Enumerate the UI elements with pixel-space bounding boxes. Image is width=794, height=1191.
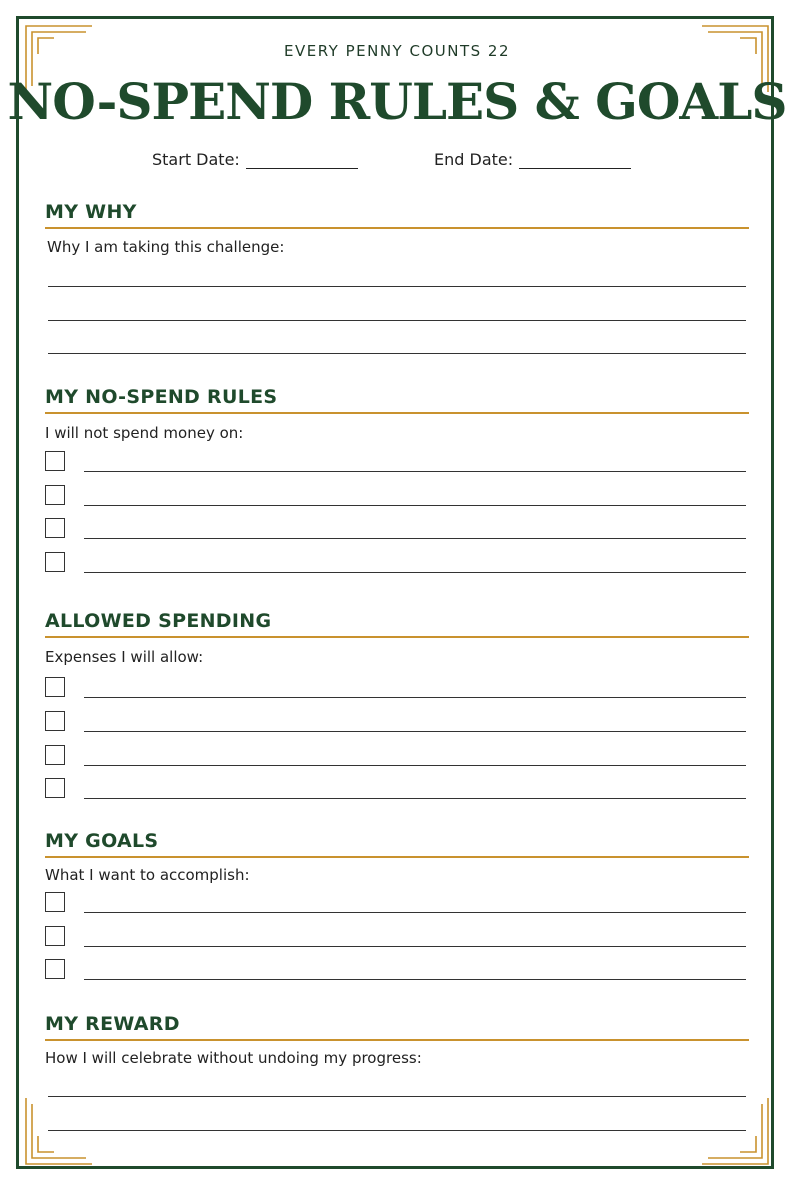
section-heading-goals: MY GOALS (45, 830, 749, 858)
why-writing-line[interactable] (48, 320, 746, 321)
corner-ornament-icon (700, 1096, 770, 1166)
allowed-prompt: Expenses I will allow: (45, 648, 204, 666)
goal-checkbox[interactable] (45, 959, 65, 979)
allowed-checkbox[interactable] (45, 711, 65, 731)
goals-prompt: What I want to accomplish: (45, 866, 250, 884)
rule-writing-line[interactable] (84, 572, 746, 573)
section-heading-allowed: ALLOWED SPENDING (45, 610, 749, 638)
start-date-field[interactable] (152, 150, 358, 169)
end-date-blank[interactable] (519, 150, 631, 169)
page-title: NO-SPEND RULES & GOALS (7, 72, 787, 131)
allowed-writing-line[interactable] (84, 798, 746, 799)
goal-item (45, 892, 746, 916)
allowed-writing-line[interactable] (84, 697, 746, 698)
page-border (16, 16, 774, 1169)
rule-checkbox[interactable] (45, 451, 65, 471)
end-date-field[interactable] (434, 150, 631, 169)
goal-item (45, 926, 746, 950)
series-kicker: EVERY PENNY COUNTS 22 (283, 42, 511, 60)
end-date-label: End Date: (434, 150, 514, 169)
reward-prompt: How I will celebrate without undoing my progress: (45, 1049, 422, 1067)
allowed-item (45, 677, 746, 701)
allowed-item (45, 745, 746, 769)
rule-item (45, 518, 746, 542)
goal-writing-line[interactable] (84, 946, 746, 947)
section-heading-rules: MY NO-SPEND RULES (45, 386, 749, 414)
goal-writing-line[interactable] (84, 912, 746, 913)
section-heading-reward: MY REWARD (45, 1013, 749, 1041)
rule-writing-line[interactable] (84, 505, 746, 506)
allowed-item (45, 778, 746, 802)
rule-writing-line[interactable] (84, 471, 746, 472)
goal-item (45, 959, 746, 983)
allowed-checkbox[interactable] (45, 778, 65, 798)
allowed-checkbox[interactable] (45, 745, 65, 765)
goal-checkbox[interactable] (45, 892, 65, 912)
goal-writing-line[interactable] (84, 979, 746, 980)
allowed-writing-line[interactable] (84, 765, 746, 766)
rule-item (45, 552, 746, 576)
rule-item (45, 485, 746, 509)
corner-ornament-icon (24, 1096, 94, 1166)
why-prompt: Why I am taking this challenge: (47, 238, 285, 256)
section-heading-why: MY WHY (45, 201, 749, 229)
goal-checkbox[interactable] (45, 926, 65, 946)
allowed-checkbox[interactable] (45, 677, 65, 697)
rule-writing-line[interactable] (84, 538, 746, 539)
allowed-writing-line[interactable] (84, 731, 746, 732)
rule-checkbox[interactable] (45, 518, 65, 538)
why-writing-line[interactable] (48, 286, 746, 287)
reward-writing-line[interactable] (48, 1130, 746, 1131)
why-writing-line[interactable] (48, 353, 746, 354)
start-date-blank[interactable] (246, 150, 358, 169)
rule-checkbox[interactable] (45, 552, 65, 572)
rules-prompt: I will not spend money on: (45, 424, 244, 442)
allowed-item (45, 711, 746, 735)
rule-item (45, 451, 746, 475)
start-date-label: Start Date: (152, 150, 240, 169)
rule-checkbox[interactable] (45, 485, 65, 505)
reward-writing-line[interactable] (48, 1096, 746, 1097)
